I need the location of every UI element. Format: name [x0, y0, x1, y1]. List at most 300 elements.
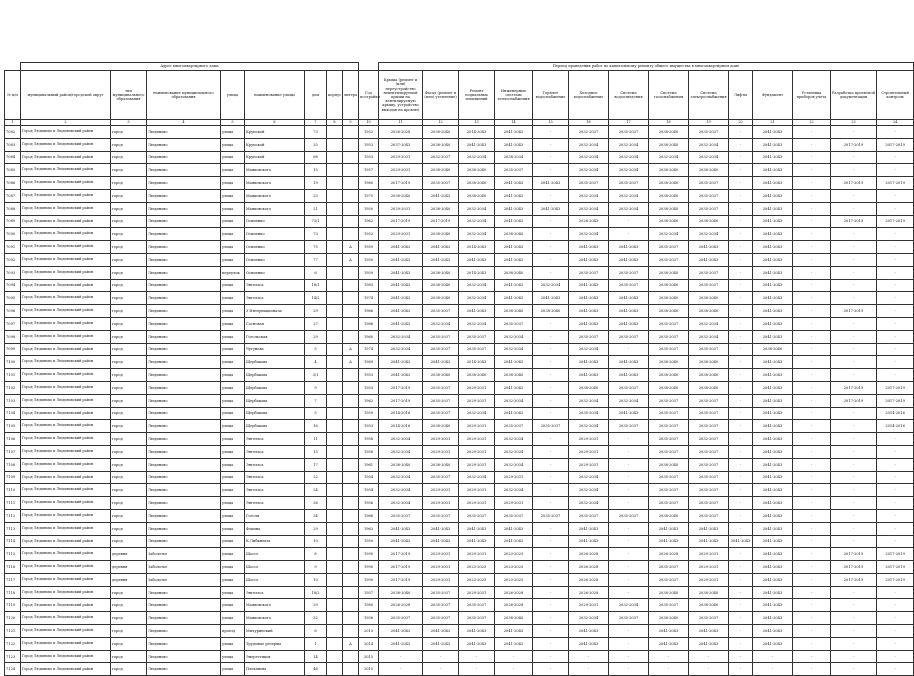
table-cell: 2038-2040	[689, 586, 729, 599]
table-cell: 2035-2037	[533, 509, 569, 522]
table-cell: Город Людиново и Людиновский район	[21, 612, 111, 625]
table-cell: 2035-2037	[423, 177, 459, 190]
table-cell: 2038-2040	[689, 356, 729, 369]
table-cell: 2038-2040	[423, 126, 459, 139]
table-row	[5, 177, 914, 190]
table-cell: 2032-2034	[569, 343, 609, 356]
table-cell	[343, 471, 359, 484]
table-cell: Людиново	[147, 292, 221, 305]
table-cell: 2041-2043	[753, 241, 793, 254]
table-cell: -	[609, 484, 649, 497]
table-cell: 7111	[5, 497, 21, 510]
table-cell: 2041-2043	[753, 330, 793, 343]
table-cell: -	[877, 612, 914, 625]
table-cell: 2041-2043	[689, 522, 729, 535]
table-cell: 2041-2043	[495, 279, 533, 292]
table-cell: 7104	[5, 407, 21, 420]
table-cell: 1956	[359, 612, 379, 625]
table-cell: -	[877, 317, 914, 330]
table-cell: 2038-2040	[649, 177, 689, 190]
table-cell: 2032-2034	[649, 228, 689, 241]
table-cell: 2032-2034	[569, 497, 609, 510]
table-cell: Крупской	[245, 126, 305, 139]
table-cell: 7088	[5, 202, 21, 215]
table-cell: 2035-2037	[609, 126, 649, 139]
table-cell: 2041-2043	[753, 253, 793, 266]
table-cell: 7121	[5, 625, 21, 638]
table-cell: Людиново	[147, 356, 221, 369]
table-cell: 4	[305, 356, 327, 369]
table-cell: 7117	[5, 573, 21, 586]
table-cell: 2035-2037	[649, 573, 689, 586]
table-cell: Людиново	[147, 164, 221, 177]
table-cell: 7109	[5, 471, 21, 484]
table-cell: 2041-2043	[753, 573, 793, 586]
table-cell: 2038-2040	[495, 228, 533, 241]
table-cell: 2023-2025	[495, 561, 533, 574]
table-cell: 1954	[359, 471, 379, 484]
table-cell: 2041-2043	[459, 535, 495, 548]
table-cell: -	[831, 253, 877, 266]
table-cell: Город Людиново и Людиновский район	[21, 586, 111, 599]
table-cell	[327, 573, 343, 586]
column-header: литера	[343, 71, 359, 120]
table-cell: 2041-2043	[753, 138, 793, 151]
table-cell: 2014-2016	[877, 407, 914, 420]
table-cell: 2041-2043	[609, 241, 649, 254]
table-cell: 2041-2043	[753, 189, 793, 202]
table-cell: -	[609, 215, 649, 228]
table-cell: город	[111, 497, 147, 510]
table-cell: Заболотье	[147, 561, 221, 574]
table-cell	[343, 126, 359, 139]
table-cell: 2038-2040	[649, 126, 689, 139]
table-cell: -	[729, 381, 753, 394]
table-cell: -	[831, 471, 877, 484]
table-cell: -	[793, 253, 831, 266]
table-cell: -	[877, 586, 914, 599]
table-cell: -	[533, 164, 569, 177]
table-cell: -	[831, 228, 877, 241]
table-cell: -	[495, 663, 533, 676]
table-cell: Людиново	[147, 189, 221, 202]
table-cell: -	[831, 369, 877, 382]
table-cell: 2038-2040	[649, 266, 689, 279]
table-cell: 2041-2043	[379, 292, 423, 305]
table-cell	[343, 292, 359, 305]
table-cell: -	[877, 330, 914, 343]
table-cell: 73/1	[305, 215, 327, 228]
table-cell: Людиново	[147, 509, 221, 522]
table-cell: Щербакова	[245, 356, 305, 369]
table-cell: город	[111, 177, 147, 190]
table-cell: 2041-2043	[753, 381, 793, 394]
table-cell: 2041-2043	[649, 625, 689, 638]
table-cell: -	[793, 586, 831, 599]
table-cell: 2017-2019	[831, 561, 877, 574]
table-cell: -	[831, 445, 877, 458]
table-cell	[343, 266, 359, 279]
table-cell: 2023-2025	[459, 561, 495, 574]
table-cell	[343, 420, 359, 433]
table-cell: город	[111, 164, 147, 177]
table-cell: город	[111, 189, 147, 202]
table-cell: 2017-2019	[379, 381, 423, 394]
table-cell: 7098	[5, 330, 21, 343]
table-cell: 2041-2043	[753, 394, 793, 407]
table-cell: -	[533, 497, 569, 510]
table-cell: 7106	[5, 433, 21, 446]
table-row	[5, 215, 914, 228]
table-cell: 2017-2019	[877, 394, 914, 407]
table-cell: 2029-2031	[379, 228, 423, 241]
table-cell: 15	[305, 445, 327, 458]
table-cell: 2041-2043	[753, 356, 793, 369]
table-cell: -	[533, 535, 569, 548]
table-cell: 2035-2037	[609, 381, 649, 394]
table-cell: -	[793, 164, 831, 177]
table-cell: 2035-2037	[649, 253, 689, 266]
table-cell: -	[533, 445, 569, 458]
table-cell: 2041-2043	[689, 253, 729, 266]
table-cell: 2032-2034	[569, 420, 609, 433]
table-cell: 2041-2043	[569, 369, 609, 382]
table-cell: 1953	[359, 381, 379, 394]
column-header: Система газоснабжения	[649, 71, 689, 120]
table-cell: -	[533, 126, 569, 139]
table-cell: 2041-2043	[753, 484, 793, 497]
table-cell: 2038-2040	[649, 215, 689, 228]
table-cell: город	[111, 471, 147, 484]
table-cell: -	[729, 343, 753, 356]
table-cell: 2017-2019	[877, 381, 914, 394]
table-cell: 2041-2043	[753, 625, 793, 638]
table-row	[5, 663, 914, 676]
table-cell: 2032-2034	[569, 189, 609, 202]
table-cell: 2041-2043	[753, 266, 793, 279]
table-cell: 2035-2037	[689, 484, 729, 497]
table-cell: -	[793, 369, 831, 382]
table-cell: 75	[305, 241, 327, 254]
table-cell: город	[111, 381, 147, 394]
table-cell: 1958	[359, 445, 379, 458]
table-cell: улица	[221, 317, 245, 330]
table-cell: Город Людиново и Людиновский район	[21, 241, 111, 254]
table-cell: город	[111, 625, 147, 638]
table-cell: 7096	[5, 305, 21, 318]
table-cell: 2041-2043	[423, 637, 459, 650]
table-cell	[343, 509, 359, 522]
column-header: муниципальный район/городской округ	[21, 71, 111, 120]
table-cell	[327, 228, 343, 241]
table-row	[5, 279, 914, 292]
table-cell: -	[793, 637, 831, 650]
column-header: Установка приборов учета	[793, 71, 831, 120]
table-cell: 1975	[359, 189, 379, 202]
table-cell: улица	[221, 177, 245, 190]
table-cell: -	[729, 497, 753, 510]
table-cell: -	[831, 317, 877, 330]
table-cell: -	[793, 561, 831, 574]
table-cell: 2029-2031	[459, 394, 495, 407]
table-cell: 77	[305, 253, 327, 266]
table-row	[5, 548, 914, 561]
table-cell: 2041-2043	[753, 202, 793, 215]
table-cell: город	[111, 241, 147, 254]
table-row	[5, 317, 914, 330]
table-cell: -	[379, 650, 423, 663]
table-cell: 2041-2043	[495, 126, 533, 139]
table-cell: 2041-2043	[379, 535, 423, 548]
table-row	[5, 625, 914, 638]
table-cell: -	[729, 215, 753, 228]
table-cell: 2041-2043	[609, 253, 649, 266]
table-cell: 2029-2031	[569, 445, 609, 458]
table-cell: -	[689, 663, 729, 676]
table-cell: -	[729, 407, 753, 420]
table-cell: Город Людиново и Людиновский район	[21, 202, 111, 215]
table-cell: улица	[221, 241, 245, 254]
table-cell: -	[793, 484, 831, 497]
table-cell: 2032-2034	[495, 394, 533, 407]
table-cell: улица	[221, 561, 245, 574]
table-cell: 2035-2037	[689, 266, 729, 279]
repair-schedule-table	[4, 62, 914, 676]
table-cell: -	[877, 484, 914, 497]
table-cell: -	[459, 663, 495, 676]
table-cell: 2035-2037	[689, 509, 729, 522]
table-cell: Людиново	[147, 177, 221, 190]
table-cell: 7112	[5, 509, 21, 522]
table-cell: 7116	[5, 561, 21, 574]
table-cell: 2035-2037	[609, 612, 649, 625]
table-cell: 2029-2031	[459, 420, 495, 433]
table-cell: -	[459, 650, 495, 663]
table-cell: -	[793, 535, 831, 548]
table-cell: 1963	[359, 522, 379, 535]
table-cell: -	[729, 202, 753, 215]
table-cell: 2038-2040	[459, 189, 495, 202]
table-cell: 1966	[359, 305, 379, 318]
table-cell: улица	[221, 228, 245, 241]
table-cell: 2041-2043	[495, 241, 533, 254]
table-cell: 2032-2034	[609, 599, 649, 612]
table-cell: город	[111, 407, 147, 420]
table-cell: -	[831, 522, 877, 535]
table-cell: Людиново	[147, 458, 221, 471]
table-cell: Энгельса	[245, 458, 305, 471]
table-cell: 1974	[359, 292, 379, 305]
table-cell: -	[831, 484, 877, 497]
table-cell: деревня	[111, 573, 147, 586]
table-cell: 2032-2034	[569, 484, 609, 497]
column-number: 11	[379, 120, 423, 126]
table-cell: Щербакова	[245, 369, 305, 382]
table-cell: 7094	[5, 279, 21, 292]
table-cell: -	[729, 586, 753, 599]
table-cell: -	[533, 317, 569, 330]
table-cell: -	[729, 522, 753, 535]
table-cell: 2041-2043	[753, 177, 793, 190]
table-row	[5, 484, 914, 497]
table-cell: улица	[221, 663, 245, 676]
column-number: 14	[495, 120, 533, 126]
table-cell: 2032-2034	[379, 433, 423, 446]
table-cell: 7084	[5, 151, 21, 164]
table-cell: 2038-2034	[495, 151, 533, 164]
table-cell: 32	[305, 612, 327, 625]
table-cell: 2032-2034	[379, 497, 423, 510]
table-cell: 2023-2025	[495, 573, 533, 586]
table-cell: -	[729, 305, 753, 318]
header-group-periods: Период проведения работ по капитальному ремонту общего имущества в многоквартирном доме	[379, 63, 914, 71]
table-cell: 2017-2019	[831, 548, 877, 561]
table-cell: 2014-2043	[459, 126, 495, 139]
table-cell: 2017-2019	[831, 138, 877, 151]
table-cell: -	[877, 266, 914, 279]
table-cell: 2041-2043	[609, 292, 649, 305]
table-cell: 2038-2040	[753, 343, 793, 356]
table-cell: 2014-2016	[877, 420, 914, 433]
table-cell: -	[877, 625, 914, 638]
table-cell: 2014	[359, 637, 379, 650]
table-cell: -	[793, 151, 831, 164]
table-row	[5, 420, 914, 433]
table-cell: 2035-2034	[569, 407, 609, 420]
table-cell	[343, 433, 359, 446]
table-cell: 2032-2034	[495, 458, 533, 471]
table-cell: 1969	[359, 356, 379, 369]
table-cell: Город Людиново и Людиновский район	[21, 228, 111, 241]
table-cell: город	[111, 228, 147, 241]
table-cell: Осипенко	[245, 215, 305, 228]
table-cell: Маяковского	[245, 599, 305, 612]
table-cell: 2038-2040	[423, 266, 459, 279]
table-cell	[343, 407, 359, 420]
table-cell: город	[111, 650, 147, 663]
table-cell: 2035-2037	[609, 177, 649, 190]
header-group-spacer	[5, 63, 21, 71]
table-cell: -	[793, 599, 831, 612]
table-cell: 46	[305, 663, 327, 676]
table-cell: город	[111, 586, 147, 599]
table-cell: -	[729, 189, 753, 202]
table-cell: город	[111, 663, 147, 676]
table-cell: 18/1	[305, 279, 327, 292]
column-header: Фасад (ремонт и (или) утепление)	[423, 71, 459, 120]
table-cell: -	[831, 241, 877, 254]
table-row	[5, 599, 914, 612]
table-cell: 6	[305, 266, 327, 279]
table-cell: 2041-2043	[689, 625, 729, 638]
table-cell: 21	[305, 202, 327, 215]
table-cell: 2035-2037	[689, 407, 729, 420]
table-cell	[327, 484, 343, 497]
table-cell: улица	[221, 253, 245, 266]
table-cell: -	[877, 228, 914, 241]
table-cell: -	[793, 305, 831, 318]
table-cell: 2041-2043	[753, 497, 793, 510]
table-cell: -	[533, 458, 569, 471]
table-cell: 2038-2040	[423, 228, 459, 241]
table-cell: 2041-2043	[753, 535, 793, 548]
table-cell: 2041-2043	[753, 305, 793, 318]
table-cell: Крупской	[245, 138, 305, 151]
table-cell: -	[831, 343, 877, 356]
table-cell: 2041-2043	[569, 292, 609, 305]
table-cell: Энгельса	[245, 484, 305, 497]
table-cell: 2032-2034	[379, 343, 423, 356]
table-cell	[343, 586, 359, 599]
table-cell: 11	[305, 433, 327, 446]
table-cell: 2041-2043	[379, 369, 423, 382]
table-cell: 2035-2037	[689, 612, 729, 625]
table-cell: -	[793, 445, 831, 458]
table-cell: 2029-2031	[423, 484, 459, 497]
column-header: наименование улицы	[245, 71, 305, 120]
table-cell: улица	[221, 381, 245, 394]
table-row	[5, 164, 914, 177]
table-cell: город	[111, 433, 147, 446]
table-cell: город	[111, 612, 147, 625]
table-cell: 2041-2043	[495, 522, 533, 535]
table-cell: -	[533, 663, 569, 676]
table-cell: город	[111, 253, 147, 266]
column-number: 4	[147, 120, 221, 126]
table-cell	[343, 394, 359, 407]
table-cell	[327, 535, 343, 548]
table-row	[5, 612, 914, 625]
table-cell: Город Людиново и Людиновский район	[21, 317, 111, 330]
table-body	[5, 126, 914, 676]
column-number: 8	[327, 120, 343, 126]
table-cell: 2035-2037	[649, 317, 689, 330]
table-cell: улица	[221, 279, 245, 292]
table-cell: 2015	[359, 650, 379, 663]
table-cell: 2041-2043	[753, 522, 793, 535]
table-row	[5, 433, 914, 446]
column-number: 12	[423, 120, 459, 126]
table-cell: 2026-2028	[569, 561, 609, 574]
table-cell: -	[877, 279, 914, 292]
column-header: Система электроснабжения	[689, 71, 729, 120]
table-cell: 2035-2037	[423, 612, 459, 625]
table-cell: Город Людиново и Людиновский район	[21, 292, 111, 305]
table-cell: 2041-2043	[533, 202, 569, 215]
table-cell: 2032-2034	[689, 317, 729, 330]
table-cell: -	[729, 561, 753, 574]
table-cell: 2029-2031	[459, 497, 495, 510]
table-cell: -	[533, 381, 569, 394]
table-cell: -	[729, 330, 753, 343]
table-cell: 2035-2037	[423, 305, 459, 318]
table-cell: 22	[305, 471, 327, 484]
table-cell: 2017-2019	[379, 561, 423, 574]
table-cell: город	[111, 420, 147, 433]
table-cell: город	[111, 305, 147, 318]
table-cell: -	[729, 151, 753, 164]
column-header: Крыша (ремонт и (или) переустройство невентилируемой крыши на вентилируемую крышу, устройство выходов на кровлю)	[379, 71, 423, 120]
table-cell: -	[609, 228, 649, 241]
table-cell: -	[533, 241, 569, 254]
table-cell: 2035-2037	[689, 126, 729, 139]
table-cell: 2035-2037	[689, 189, 729, 202]
table-cell: 2041-2043	[569, 522, 609, 535]
table-cell: 2032-2034	[609, 394, 649, 407]
table-cell: 2041-2043	[569, 253, 609, 266]
column-header-row	[5, 71, 914, 120]
table-cell	[327, 471, 343, 484]
